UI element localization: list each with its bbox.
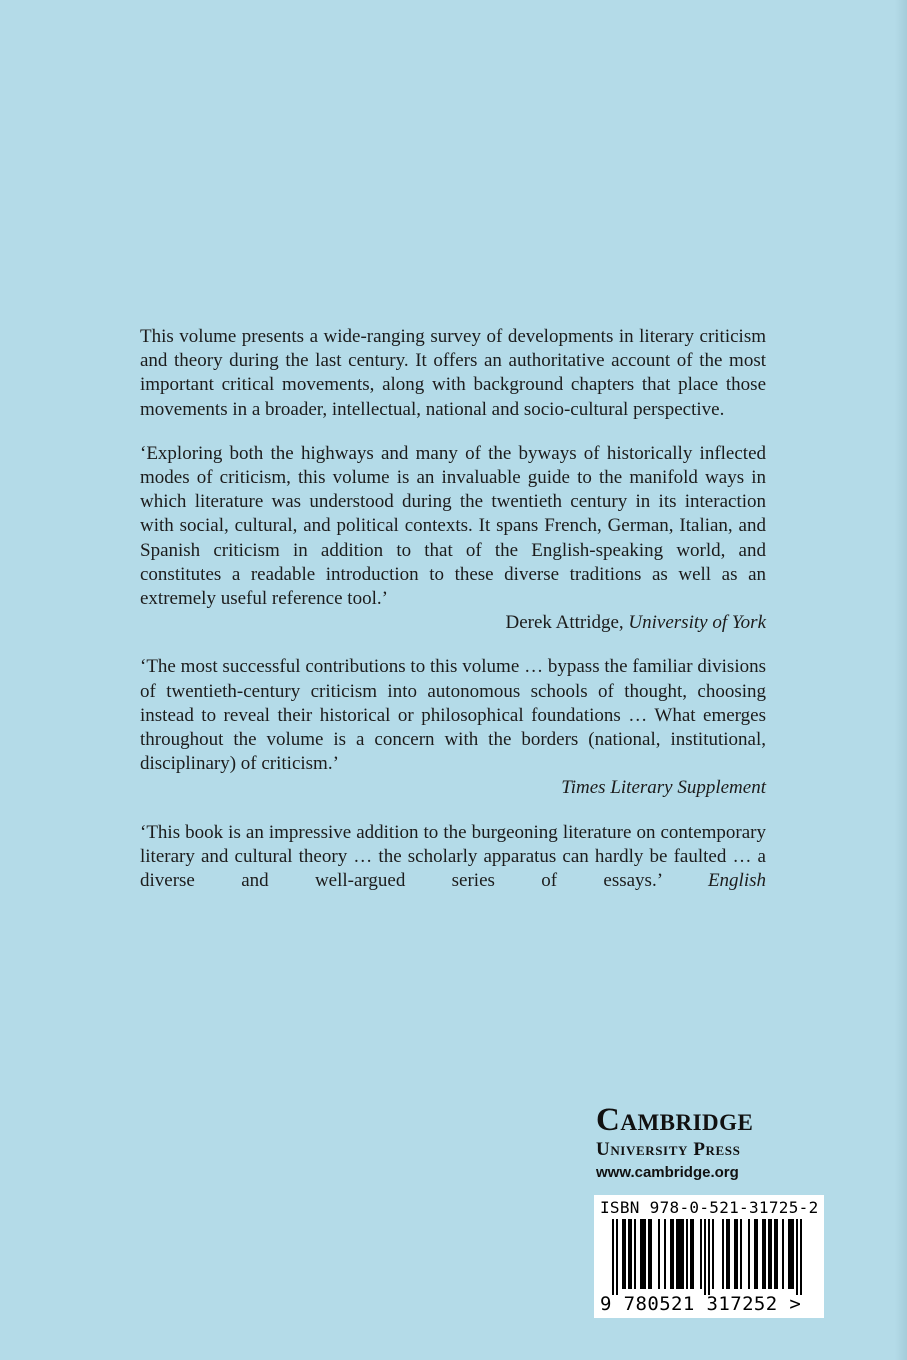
barcode-bar [692,1219,694,1289]
isbn-barcode [594,1195,824,1318]
review-quote-2-text: ‘The most successful contributions to this volume … bypass the familiar divisions of twentieth-century criticism into autonomous schools of thought, choosing instead to reveal their historical or philosophical foundations … What emerges throughout the volume is a concern with the borders (national, institutional, disciplinary) of criticism.’ [140,656,766,775]
barcode-bar [644,1219,646,1289]
barcode-bar [676,1219,678,1289]
barcode-bar [782,1219,784,1289]
publisher-name: Cambridge [596,1102,754,1138]
barcode-bar [740,1219,742,1289]
barcode-bar [708,1219,710,1295]
barcode-bar [664,1219,666,1289]
barcode-bar [612,1219,614,1295]
review-quote-2 [140,655,766,800]
barcode-bar [616,1219,618,1295]
barcode-bar [680,1219,682,1289]
barcode-bar [726,1219,728,1289]
barcode-bar [682,1219,684,1289]
barcode-bar [768,1219,770,1289]
review-quote-1-affiliation: University of York [628,612,766,634]
barcode-bar [650,1219,652,1289]
barcode-bar [796,1219,798,1295]
review-quote-3-body [140,821,766,894]
publisher-url: www.cambridge.org [596,1164,739,1181]
barcode-bar [764,1219,766,1289]
barcode-bar [642,1219,644,1289]
barcode-bar [734,1219,736,1289]
barcode-bar [790,1219,792,1289]
barcode-bar [728,1219,730,1289]
barcode-bar [648,1219,650,1289]
barcode-bar [736,1219,738,1289]
barcode-bar [690,1219,692,1289]
barcode-bar [756,1219,758,1289]
barcode-bar [624,1219,626,1289]
barcode-bar [748,1219,750,1289]
cover-edge-shade [895,0,907,1360]
barcode-bar [658,1219,660,1289]
review-quote-3 [140,821,766,894]
barcode-bar [670,1219,672,1289]
barcode-bar [686,1219,688,1289]
barcode-bar [774,1219,776,1289]
review-quote-3-source: English [707,870,766,892]
barcode-bar [770,1219,772,1289]
barcode-bar [700,1219,702,1289]
review-quote-1 [140,442,766,636]
book-description: This volume presents a wide-ranging survey of developments in literary criticism and theory during the last century. It offers an authoritative account of the most important critical movements, along with background chapters that place those movements in a broader, intellectual, national and socio-cultural perspective. [140,326,766,420]
barcode-bar [754,1219,756,1289]
barcode-bar [628,1219,630,1289]
review-quote-3-text: ‘This book is an impressive addition to the burgeoning literature on contemporary literary and cultural theory … the scholarly apparatus can hardly be faulted … a diverse and well-argued series of essays.’ [140,821,766,892]
barcode-bar [672,1219,674,1289]
barcode-bar [634,1219,636,1289]
barcode-digits: 9 780521 317252 > [600,1293,802,1315]
barcode-bar [792,1219,794,1289]
review-quote-2-source: Times Literary Supplement [561,777,766,799]
review-quote-1-text: ‘Exploring both the highways and many of the byways of historically inflected modes of criticism, this volume is an invaluable guide to the manifold ways in which literature was understood during the twentieth century in its interaction with social, cultural, and political contexts. It spans French, German, Italian, and Spanish criticism in addition to that of the English-speaking world, and constitutes a readable introduction to these diverse traditions as well as an extremely useful reference tool.’ [140,442,766,610]
barcode-bar [622,1219,624,1289]
barcode-bar [712,1219,714,1289]
barcode-bar [722,1219,724,1289]
barcode-bar [630,1219,632,1289]
publisher-subtitle: University Press [596,1139,741,1160]
barcode-bar [640,1219,642,1289]
isbn-label: ISBN 978-0-521-31725-2 [600,1198,819,1217]
barcode-bar [704,1219,706,1295]
barcode-bar [762,1219,764,1289]
review-quote-1-author: Derek Attridge, [505,612,624,634]
publisher-logo [596,1103,828,1183]
barcode-bar [788,1219,790,1289]
barcode-bar [678,1219,680,1289]
cover-blurb [140,325,766,913]
barcode-bar [800,1219,802,1295]
barcode-bar [776,1219,778,1289]
review-quote-1-attribution [140,611,766,635]
